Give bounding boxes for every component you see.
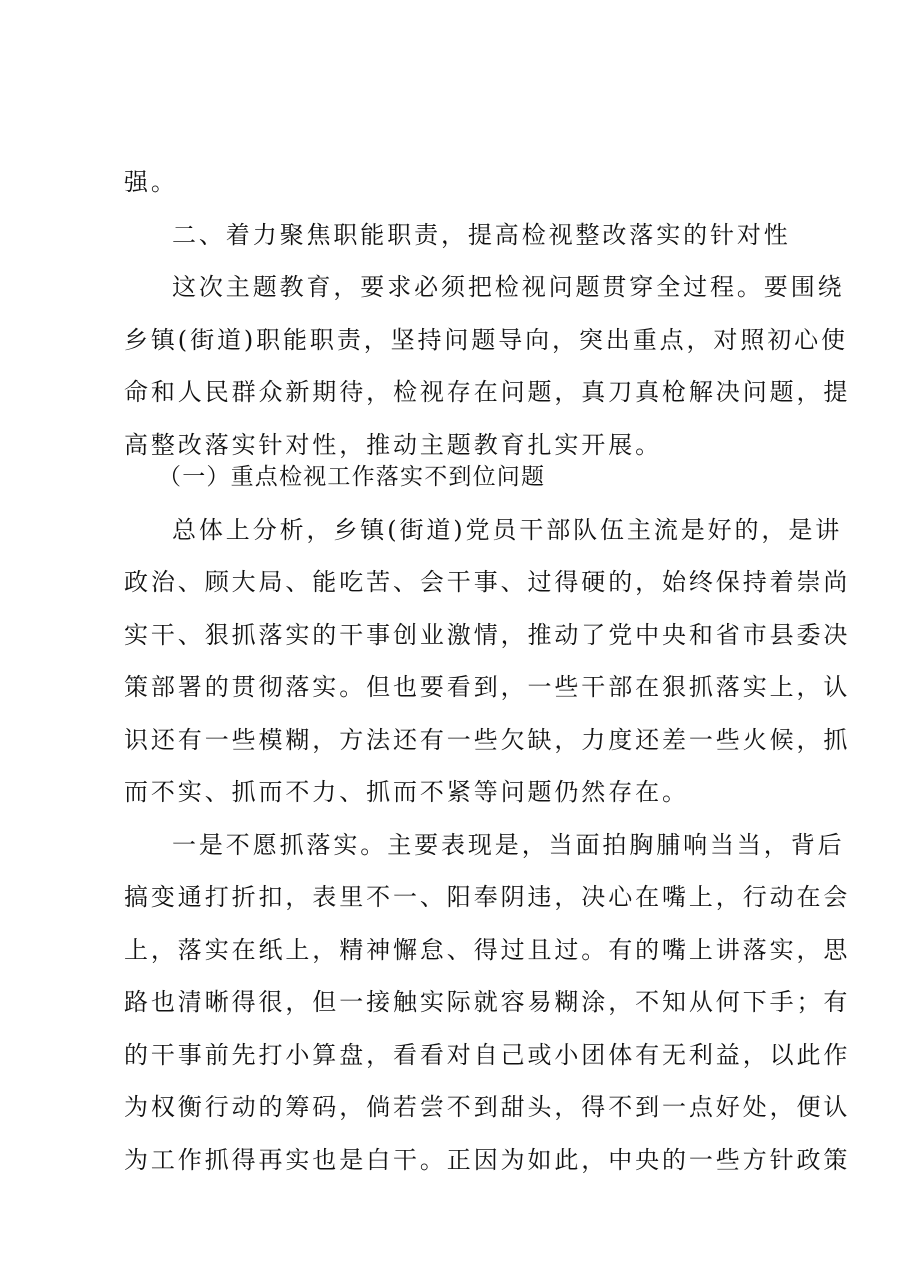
text-line-14: 搞变通打折扣，表里不一、阳奉阴违，决心在嘴上，行动在会: [124, 883, 851, 911]
text-line-19: 为工作抓得再实也是白干。正因为如此，中央的一些方针政策: [124, 1146, 851, 1174]
text-line-10: 策部署的贯彻落实。但也要看到，一些干部在狠抓落实上，认: [124, 673, 851, 701]
text-line-8: 政治、顾大局、能吃苦、会干事、过得硬的，始终保持着崇尚: [124, 568, 851, 596]
text-line-2: 这次主题教育，要求必须把检视问题贯穿全过程。要围绕: [172, 273, 845, 301]
text-line-18: 为权衡行动的筹码，倘若尝不到甜头，得不到一点好处，便认: [124, 1093, 851, 1121]
text-line-5: 高整改落实针对性，推动主题教育扎实开展。: [124, 431, 662, 459]
section-heading: 二、着力聚焦职能职责，提高检视整改落实的针对性: [172, 221, 791, 249]
text-line-15: 上，落实在纸上，精神懈怠、得过且过。有的嘴上讲落实，思: [124, 936, 851, 964]
text-line-12: 而不实、抓而不力、抓而不紧等问题仍然存在。: [124, 778, 689, 806]
text-line-4: 命和人民群众新期待，检视存在问题，真刀真枪解决问题，提: [124, 378, 851, 406]
text-line-17: 的干事前先打小算盘，看看对自己或小团体有无利益，以此作: [124, 1041, 851, 1069]
text-line-0: 强。: [124, 168, 178, 196]
text-line-16: 路也清晰得很，但一接触实际就容易糊涂，不知从何下手；有: [124, 988, 851, 1016]
subsection-heading: （一）重点检视工作落实不到位问题: [158, 464, 546, 490]
text-line-13: 一是不愿抓落实。主要表现是，当面拍胸脯响当当，背后: [172, 831, 845, 859]
text-line-11: 识还有一些模糊，方法还有一些欠缺，力度还差一些火候，抓: [124, 726, 851, 754]
text-line-3: 乡镇(街道)职能职责，坚持问题导向，突出重点，对照初心使: [124, 326, 848, 354]
text-line-9: 实干、狠抓落实的干事创业激情，推动了党中央和省市县委决: [124, 621, 851, 649]
text-line-7: 总体上分析，乡镇(街道)党员干部队伍主流是好的，是讲: [172, 516, 843, 544]
